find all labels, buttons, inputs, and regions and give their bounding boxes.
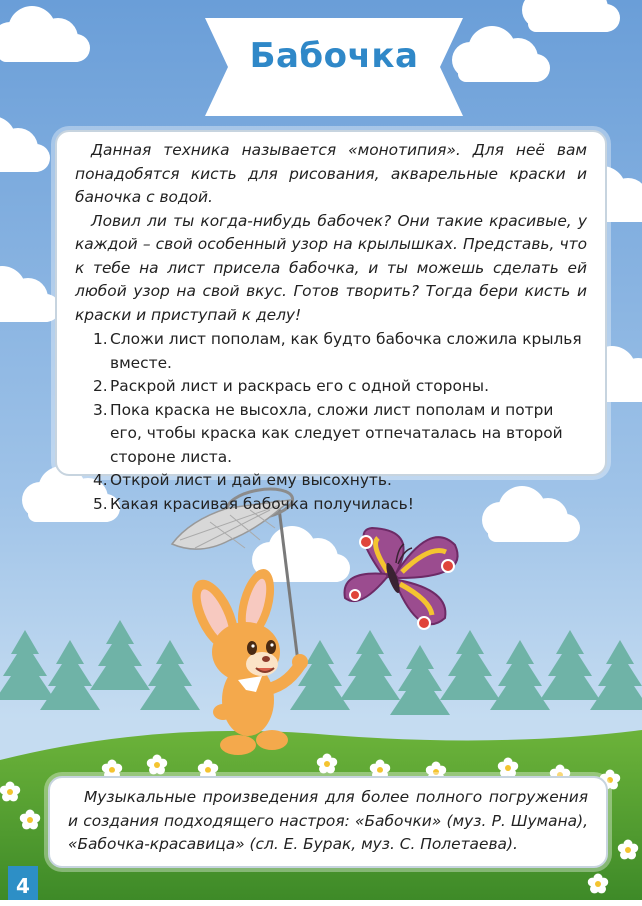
music-note-text: Музыкальные произведения для более полного погружения и создания подходящего настроя: «Бабочки» (муз. Р. Шумана), «Бабочка-красавица» (сл. Е. Бурак, муз. С. Полетаева). (68, 788, 588, 853)
step-text: Открой лист и дай ему высохнуть. (110, 471, 392, 489)
step-number: 4. (93, 471, 108, 489)
step-number: 1. (93, 330, 108, 348)
list-item (93, 469, 587, 493)
step-text: Какая красивая бабочка получилась! (110, 494, 414, 513)
instructions-card (55, 130, 607, 513)
page-title: Бабочка (249, 36, 419, 76)
step-number: 2. (93, 377, 108, 395)
intro-paragraph: Данная техника называется «монотипия». Для неё вам понадобятся кисть для рисования, акварельные краски и баночка с водой. (75, 141, 587, 206)
page-number: 4 (8, 866, 38, 900)
step-number: 3. (93, 400, 108, 419)
steps-list (75, 328, 587, 516)
step-text: Пока краска не высохла, сложи лист пополам и потри его, чтобы краска как следует отпечаталась на второй стороне листа. (110, 400, 563, 466)
list-item (93, 375, 587, 399)
step-text: Раскрой лист и раскрась его с одной стороны. (110, 377, 489, 395)
intro-paragraph: Ловил ли ты когда-нибудь бабочек? Они такие красивые, у каждой – свой особенный узор на крылышках. Представь, что к тебе на лист присела бабочка, и ты можешь сделать ей любой узор на свой вкус. Готов творить? Тогда бери кисть и краски и приступай к делу! (75, 211, 587, 324)
list-item (93, 493, 587, 517)
step-number: 5. (93, 494, 108, 513)
step-text: Сложи лист пополам, как будто бабочка сложила крылья вместе. (110, 330, 582, 372)
list-item (93, 399, 587, 470)
music-note-card (48, 776, 608, 868)
list-item (93, 328, 587, 375)
